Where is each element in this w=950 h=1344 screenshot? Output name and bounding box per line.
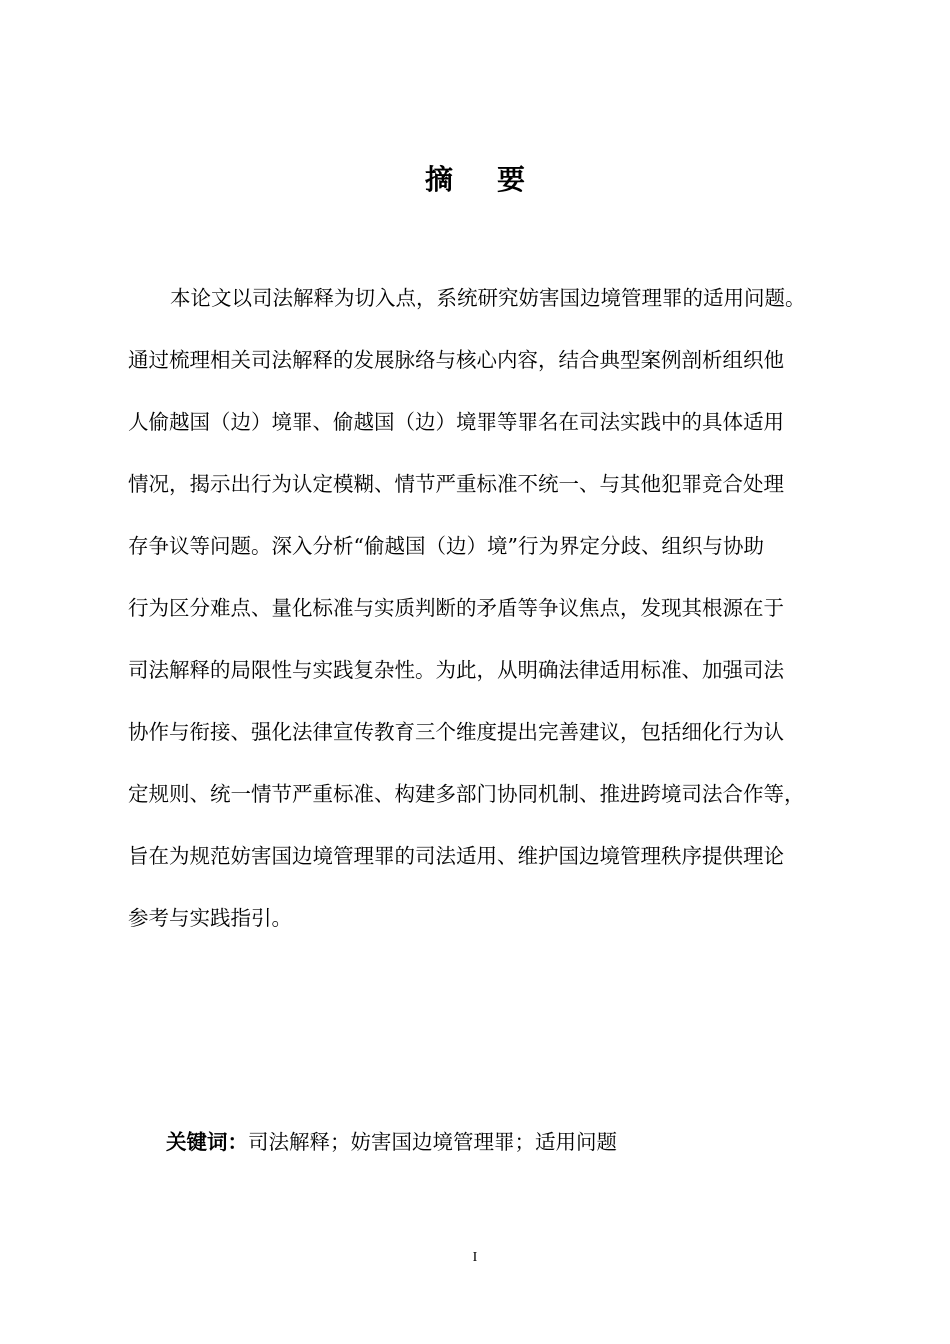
page-number: I	[472, 1250, 478, 1265]
page-title	[0, 160, 950, 200]
title-char-1: 摘	[424, 163, 453, 196]
abstract-body	[128, 276, 846, 958]
abstract-line: 行为区分难点、量化标准与实质判断的矛盾等争议焦点，发现其根源在于	[128, 596, 784, 620]
abstract-line: 本论文以司法解释为切入点，系统研究妨害国边境管理罪的适用问题。	[170, 286, 806, 310]
title-char-2: 要	[497, 163, 526, 196]
abstract-line: 情况，揭示出行为认定模糊、情节严重标准不统一、与其他犯罪竞合处理	[128, 472, 784, 496]
abstract-line: 司法解释的局限性与实践复杂性。为此，从明确法律适用标准、加强司法	[128, 658, 784, 682]
abstract-line: 参考与实践指引。	[128, 906, 292, 930]
abstract-line: 存争议等问题。深入分析“偷越国（边）境”行为界定分歧、组织与协助	[128, 534, 764, 558]
abstract-line: 旨在为规范妨害国边境管理罪的司法适用、维护国边境管理秩序提供理论	[128, 844, 784, 868]
abstract-line: 协作与衔接、强化法律宣传教育三个维度提出完善建议，包括细化行为认	[128, 720, 784, 744]
keywords-text: 司法解释；妨害国边境管理罪；适用问题	[248, 1130, 617, 1154]
keywords-label: 关键词：	[166, 1130, 248, 1154]
abstract-line: 人偷越国（边）境罪、偷越国（边）境罪等罪名在司法实践中的具体适用	[128, 410, 784, 434]
keywords-row	[166, 1120, 617, 1164]
abstract-line: 定规则、统一情节严重标准、构建多部门协同机制、推进跨境司法合作等，	[128, 782, 805, 806]
abstract-line: 通过梳理相关司法解释的发展脉络与核心内容，结合典型案例剖析组织他	[128, 348, 784, 372]
